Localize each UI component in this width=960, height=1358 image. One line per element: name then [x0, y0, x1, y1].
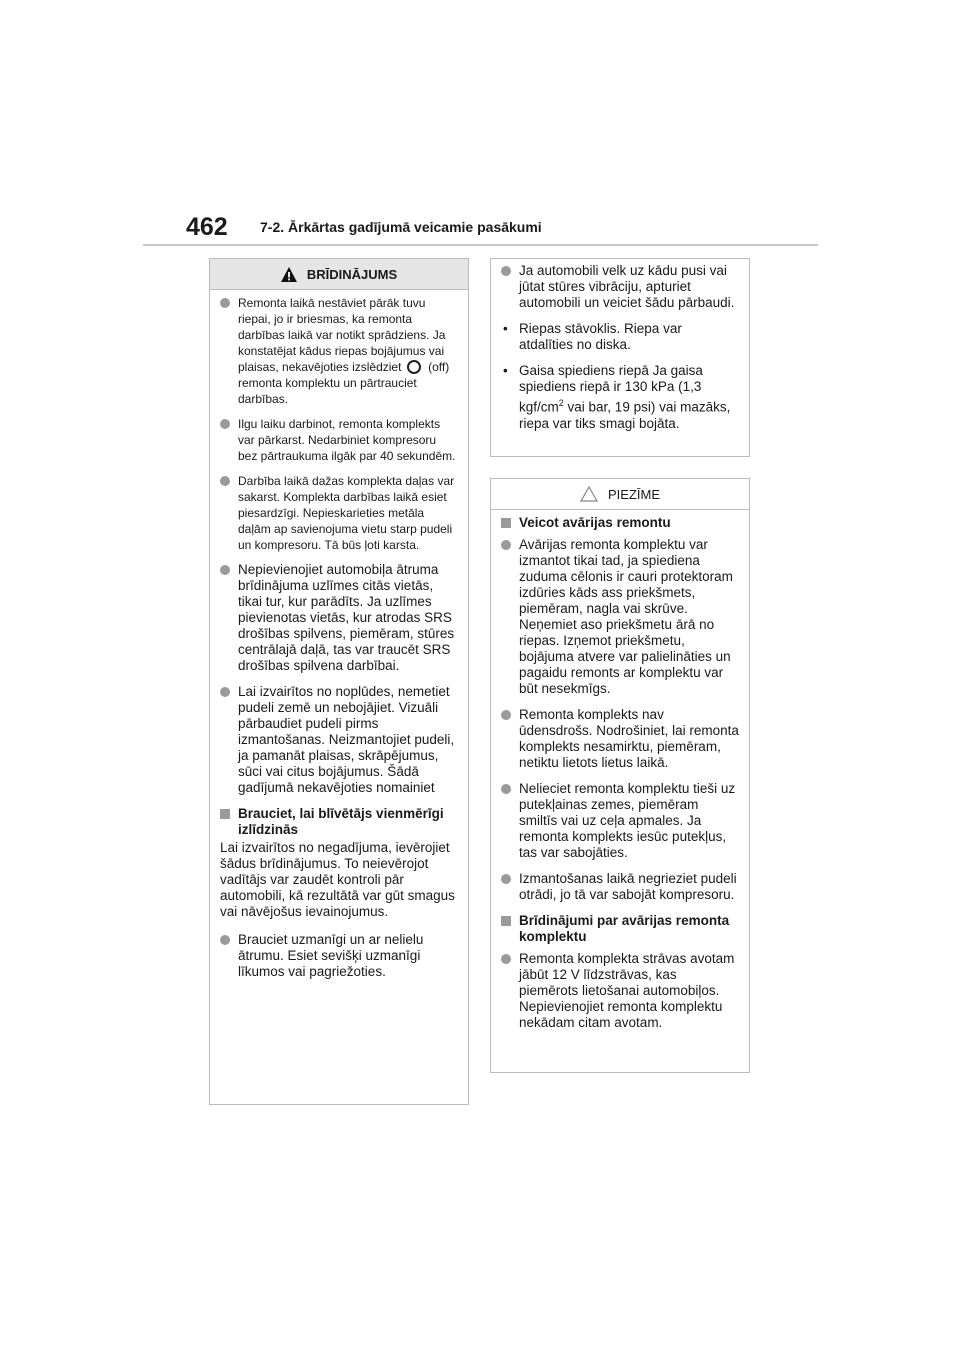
bullet-icon: [220, 565, 230, 575]
warning-header: [210, 259, 468, 290]
bullet-icon: [501, 266, 511, 276]
square-bullet-icon: [501, 518, 511, 528]
header-divider: [143, 244, 818, 246]
bullet-icon: [501, 710, 511, 720]
bullet-icon: [220, 419, 230, 429]
bullet-icon: [501, 784, 511, 794]
note-header: [491, 479, 749, 510]
bullet-icon: [501, 874, 511, 884]
note-box: [490, 478, 750, 1073]
warning-item: [220, 684, 458, 796]
note-item-text: Nelieciet remonta komplektu tieši uz putekļainas zemes, piemēram smiltīs vai uz ceļa apmales. Ja remonta komplekts iesūc putekļus, tas var sabojāties.: [519, 781, 736, 860]
warning-item: [220, 295, 458, 407]
note-subheading: [501, 913, 739, 945]
warning-subheading: [220, 806, 458, 838]
dash-bullet: •: [503, 363, 508, 378]
note-item-text: Avārijas remonta komplektu var izmantot tikai tad, ja spiediena zuduma cēlonis ir cauri protektoram izdūries kāds ass priekšmets, piemēram, nagla vai skrūve. Neņemiet aso priekšmetu ārā no riepas. Izņemot priekšmetu, bojājuma atvere var palielināties un pagaidu remonts ar komplektu var būt nesekmīgs.: [519, 537, 733, 696]
square-bullet-icon: [501, 916, 511, 926]
power-button-icon: [407, 360, 421, 374]
warning-item-text: Lai izvairītos no noplūdes, nemetiet pudeli zemē un nebojājiet. Vizuāli pārbaudiet pudeli pirms izmantošanas. Neizmantojiet pudeli, ja pamanāt plaisas, skrāpējumus, sūci vai citus bojājumus. Šādā gadījumā nekavējoties nomainiet: [238, 684, 455, 795]
note-item: [501, 871, 739, 903]
warning-item: [501, 263, 739, 311]
subheading-text: Brīdinājumi par avārijas remonta komplektu: [519, 913, 730, 944]
superscript: 2: [558, 398, 564, 408]
section-title: 7-2. Ārkārtas gadījumā veicamie pasākumi: [260, 219, 542, 235]
warning-item: [220, 932, 458, 980]
warning-item-text: Darbība laikā dažas komplekta daļas var sakarst. Komplekta darbības laikā esiet piesardzīgi. Nepieskarieties metāla daļām ap savienojuma vietu starp pudeli un kompresoru. Tā būs ļoti karsta.: [238, 474, 455, 552]
bullet-icon: [220, 476, 230, 486]
note-item-text: Izmantošanas laikā negrieziet pudeli otrādi, jo tā var sabojāt kompresoru.: [519, 871, 737, 902]
warning-title: BRĪDINĀJUMS: [306, 266, 398, 282]
check-item: [501, 321, 739, 353]
dash-bullet: •: [503, 321, 508, 336]
note-title: PIEZĪME: [607, 486, 660, 502]
note-subheading: [501, 515, 739, 531]
note-item: [501, 707, 739, 771]
warning-item-text: Ja automobili velk uz kādu pusi vai jūtat stūres vibrāciju, apturiet automobili un veiciet šādu pārbaudi.: [519, 263, 735, 310]
bullet-icon: [220, 687, 230, 697]
check-item: [501, 363, 739, 432]
note-item-text: Remonta komplekta strāvas avotam jābūt 12 V līdzstrāvas, kas piemērots lietošanai automobiļos. Nepievienojiet remonta komplektu nekādam citam avotam.: [519, 951, 735, 1030]
note-item: [501, 781, 739, 861]
check-item-text: vai bar, 19 psi) vai mazāks, riepa var tiks smagi bojāta.: [519, 399, 731, 431]
warning-triangle-icon: [281, 267, 297, 282]
warning-item-text: Ilgu laiku darbinot, remonta komplekts var pārkarst. Nedarbiniet kompresoru bez pārtraukuma ilgāk par 40 sekundēm.: [238, 417, 456, 463]
square-bullet-icon: [220, 809, 230, 819]
warning-item-text: Nepievienojiet automobiļa ātruma brīdinājuma uzlīmes citās vietās, tikai tur, kur parādīts. Ja uzlīmes pievienotas vietās, kur atrodas SRS drošības spilvens, piemēram, stūres centrālajā daļā, tas var traucēt SRS drošības spilvena darbībai.: [238, 562, 455, 673]
warning-box: [209, 258, 469, 1105]
warning-continuation-box: [490, 258, 750, 457]
warning-item: [220, 562, 458, 674]
warning-item: [220, 473, 458, 553]
note-triangle-icon: [580, 486, 598, 502]
note-item-text: Remonta komplekts nav ūdensdrošs. Nodrošiniet, lai remonta komplekts nesamirktu, piemēram, netiktu lietots lietus laikā.: [519, 707, 739, 770]
note-item: [501, 537, 739, 697]
bullet-icon: [220, 935, 230, 945]
warning-item-text: Brauciet uzmanīgi un ar nelielu ātrumu. Esiet sevišķi uzmanīgi līkumos vai pagriežoties.: [238, 932, 424, 979]
warning-paragraph: Lai izvairītos no negadījuma, ievērojiet šādus brīdinājumus. To neievērojot vadītājs var zaudēt kontroli pār automobili, kā rezultātā var gūt smagus vai nāvējošus ievainojumus.: [220, 840, 455, 919]
bullet-icon: [220, 298, 230, 308]
note-item: [501, 951, 739, 1031]
warning-item-text: Remonta laikā nestāviet pārāk tuvu riepai, jo ir briesmas, ka remonta darbības laikā var notikt sprādziens. Ja konstatējat kādus riepas bojājumus vai plaisas, nekavējoties izslēdziet: [238, 296, 446, 374]
check-item-text: Gaisa spiediens riepā Ja gaisa spiediens riepā ir 130 kPa (1,3 kgf/cm: [519, 363, 703, 415]
warning-item: [220, 416, 458, 464]
subheading-text: Veicot avārijas remontu: [519, 515, 671, 530]
subheading-text: Brauciet, lai blīvētājs vienmērīgi izlīdzinās: [238, 806, 444, 837]
check-item-text: Riepas stāvoklis. Riepa var atdalīties no diska.: [519, 321, 682, 352]
bullet-icon: [501, 954, 511, 964]
page-number: 462: [186, 213, 228, 241]
warning-item-text: (off) remonta komplektu un pārtrauciet darbības.: [238, 360, 450, 406]
bullet-icon: [501, 540, 511, 550]
